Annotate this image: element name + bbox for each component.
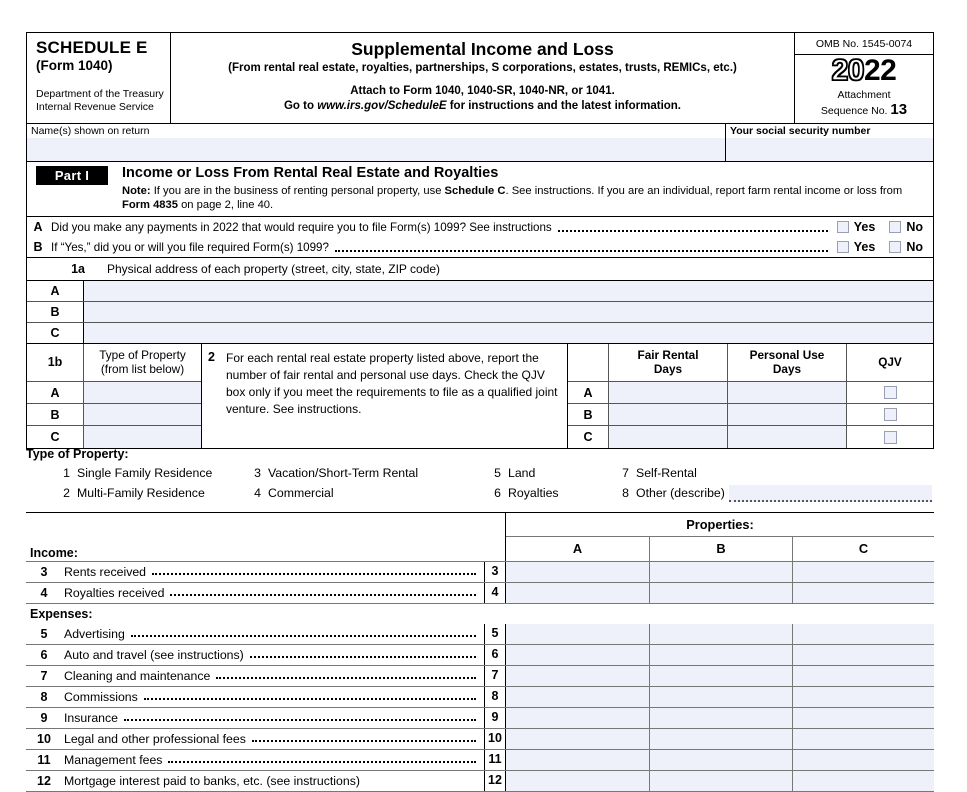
row-5-value-a[interactable] <box>506 624 649 644</box>
type-row-c-input[interactable] <box>84 426 201 448</box>
fair-rental-days-line-2: Days <box>653 361 683 376</box>
type-option-5 <box>481 466 609 480</box>
type-legend-row-1 <box>26 463 934 483</box>
row-8-number: 8 <box>40 690 48 704</box>
row-12-value-c[interactable] <box>792 771 934 791</box>
name-cell <box>27 124 726 161</box>
dot-leader <box>124 711 476 721</box>
type-row-b-input[interactable] <box>84 404 201 426</box>
row-3-value-b[interactable] <box>649 562 792 582</box>
type-of-property-legend <box>26 447 934 503</box>
tax-year-century: 20 <box>831 54 864 87</box>
address-row-a <box>27 280 933 301</box>
type-option-5-label: Land <box>508 466 536 480</box>
address-row-a-letter: A <box>27 281 84 301</box>
income-section-label: Income: <box>30 546 78 560</box>
table-row <box>26 624 934 645</box>
row-11-value-a[interactable] <box>506 750 649 770</box>
dot-leader <box>252 732 476 742</box>
part-1-tag: Part I <box>36 166 108 185</box>
form-4835-ref: Form 4835 <box>122 199 178 212</box>
line-number-spacer <box>483 537 506 561</box>
question-b-no-label: No <box>906 240 923 255</box>
question-a-row <box>27 216 933 237</box>
form-outer-frame <box>26 32 934 449</box>
note-label: Note: <box>122 184 151 197</box>
qjv-column <box>847 344 933 448</box>
row-4-value-c[interactable] <box>792 583 934 603</box>
row-10-value-c[interactable] <box>792 729 934 749</box>
type-option-6-number: 6 <box>494 486 501 500</box>
question-a-yes-label: Yes <box>853 220 876 235</box>
dot-leader <box>216 669 476 679</box>
name-label: Name(s) shown on return <box>31 125 150 138</box>
question-a-text: Did you make any payments in 2022 that would require you to file Form(s) 1099? See instructions <box>51 220 552 234</box>
question-a-no[interactable] <box>889 220 933 234</box>
type-header-line-1: Type of Property <box>99 347 186 362</box>
line-1b-row-c-letter: C <box>27 426 83 448</box>
row-6-description <box>26 645 484 665</box>
type-option-1-label: Single Family Residence <box>77 466 213 480</box>
note-text-3: on page 2, line 40. <box>177 199 274 212</box>
properties-header-spacer <box>26 513 483 537</box>
expenses-header-row <box>26 604 934 624</box>
question-b-row <box>27 237 933 257</box>
row-12-value-b[interactable] <box>649 771 792 791</box>
question-b-yes[interactable] <box>837 240 886 254</box>
row-7-value-a[interactable] <box>506 666 649 686</box>
tax-year-suffix: 22 <box>864 54 897 87</box>
checkbox-icon[interactable] <box>837 241 849 253</box>
row-3-number: 3 <box>40 565 48 579</box>
row-7-line-number: 7 <box>484 666 506 686</box>
income-expenses-table <box>26 512 934 792</box>
line-1a-number: 1a <box>71 262 85 277</box>
type-option-2-label: Multi-Family Residence <box>77 486 205 500</box>
table-row <box>26 562 934 583</box>
type-header-line-2: (from list below) <box>100 361 185 376</box>
row-6-label: Auto and travel (see instructions) <box>64 648 244 662</box>
sequence-label: Sequence No. <box>820 105 888 118</box>
row-5-value-c[interactable] <box>792 624 934 644</box>
dot-leader <box>144 690 476 700</box>
personal-use-days-line-2: Days <box>772 361 802 376</box>
row-6-line-number: 6 <box>484 645 506 665</box>
address-row-b-letter: B <box>27 302 84 322</box>
question-b-letter: B <box>33 240 43 255</box>
form-reference: (Form 1040) <box>36 58 113 74</box>
row-5-line-number: 5 <box>484 624 506 644</box>
table-row <box>26 750 934 771</box>
question-b-leader <box>329 237 833 257</box>
dot-leader <box>131 627 476 637</box>
row-11-value-b[interactable] <box>649 750 792 770</box>
checkbox-icon[interactable] <box>884 386 897 399</box>
name-and-ssn-row <box>27 123 933 161</box>
table-row <box>26 687 934 708</box>
line-1b-number: 1b <box>27 344 83 382</box>
table-row <box>26 583 934 604</box>
row-4-description <box>26 583 484 603</box>
checkbox-icon[interactable] <box>884 431 897 444</box>
personal-use-days-header <box>728 344 846 382</box>
fair-rental-days-line-1: Fair Rental <box>637 347 699 362</box>
line-1b-letter-column <box>27 344 84 448</box>
type-option-7-label: Self-Rental <box>636 466 697 480</box>
type-option-8-label: Other (describe) <box>636 486 725 500</box>
days-letter-header <box>568 344 608 382</box>
question-b-text: If “Yes,” did you or will you file required Form(s) 1099? <box>51 240 329 254</box>
issuing-department <box>36 88 166 114</box>
address-row-c <box>27 322 933 343</box>
tax-year-block <box>795 55 933 88</box>
qjv-checkbox-c[interactable] <box>847 426 933 448</box>
table-row <box>26 666 934 687</box>
row-9-number: 9 <box>40 711 48 725</box>
type-option-8 <box>609 485 934 502</box>
row-11-number: 11 <box>37 753 51 767</box>
part-1-text-block <box>122 165 933 212</box>
qjv-header: QJV <box>847 344 933 382</box>
line-1a-label: Physical address of each property (street, city, state, ZIP code) <box>107 262 441 277</box>
question-a-leader <box>552 217 833 237</box>
masthead-left <box>27 33 171 123</box>
row-12-value-a[interactable] <box>506 771 649 791</box>
part-1-header-row <box>27 161 933 216</box>
note-text-2: . See instructions. If you are an individual, report farm rental income or loss from <box>505 184 903 197</box>
department-line-2: Internal Revenue Service <box>36 100 154 113</box>
address-row-c-input[interactable] <box>84 323 933 343</box>
line-1a-header <box>27 257 933 280</box>
tax-year <box>795 56 933 86</box>
checkbox-icon[interactable] <box>889 241 901 253</box>
fair-rental-days-column <box>609 344 728 448</box>
address-row-a-input[interactable] <box>84 281 933 301</box>
row-9-value-c[interactable] <box>792 708 934 728</box>
line-2-instruction-cell <box>202 344 568 448</box>
row-7-value-c[interactable] <box>792 666 934 686</box>
dot-leader <box>335 242 828 252</box>
row-11-line-number: 11 <box>484 750 506 770</box>
column-header-b: B <box>649 537 792 561</box>
address-row-c-letter: C <box>27 323 84 343</box>
attachment-sequence <box>795 88 933 123</box>
line-number-spacer <box>483 513 506 537</box>
row-9-description <box>26 708 484 728</box>
fair-rental-days-header <box>609 344 727 382</box>
row-4-number: 4 <box>40 586 48 600</box>
personal-use-days-c-input[interactable] <box>728 426 846 448</box>
form-masthead <box>27 33 933 123</box>
row-8-value-b[interactable] <box>649 687 792 707</box>
days-letter-column <box>568 344 609 448</box>
row-12-line-number: 12 <box>484 771 506 791</box>
type-option-8-number: 8 <box>622 486 629 500</box>
row-5-description <box>26 624 484 644</box>
personal-use-days-column <box>728 344 847 448</box>
row-8-description <box>26 687 484 707</box>
row-4-line-number: 4 <box>484 583 506 603</box>
form-title: Supplemental Income and Loss <box>351 39 614 59</box>
row-11-label: Management fees <box>64 753 163 767</box>
type-option-7 <box>609 466 934 480</box>
row-10-description <box>26 729 484 749</box>
goto-instruction <box>177 99 788 114</box>
days-row-b-letter: B <box>568 404 608 426</box>
type-option-3 <box>241 466 481 480</box>
dot-leader <box>250 648 476 658</box>
row-3-description <box>26 562 484 582</box>
checkbox-icon[interactable] <box>884 408 897 421</box>
attachment-label: Attachment <box>837 89 891 101</box>
ssn-input[interactable] <box>726 138 933 161</box>
dot-leader <box>152 565 476 575</box>
table-row <box>26 729 934 750</box>
type-option-2 <box>26 486 241 500</box>
row-6-value-a[interactable] <box>506 645 649 665</box>
row-10-value-b[interactable] <box>649 729 792 749</box>
type-of-property-column <box>84 344 202 448</box>
type-legend-row-2 <box>26 483 934 503</box>
row-12-description <box>26 771 484 791</box>
fair-rental-days-a-input[interactable] <box>609 382 727 404</box>
row-7-label: Cleaning and maintenance <box>64 669 211 683</box>
row-11-description <box>26 750 484 770</box>
ssn-label: Your social security number <box>730 125 871 138</box>
row-3-label: Rents received <box>64 565 147 579</box>
row-12-label: Mortgage interest paid to banks, etc. (see instructions) <box>64 774 360 788</box>
type-option-4-number: 4 <box>254 486 261 500</box>
type-row-a-input[interactable] <box>84 382 201 404</box>
goto-prefix: Go to <box>283 99 318 112</box>
table-row <box>26 645 934 666</box>
properties-header-label: Properties: <box>506 513 934 537</box>
sequence-number: 13 <box>890 101 908 119</box>
type-option-6 <box>481 486 609 500</box>
fair-rental-days-b-input[interactable] <box>609 404 727 426</box>
row-6-value-b[interactable] <box>649 645 792 665</box>
type-option-4 <box>241 486 481 500</box>
masthead-center <box>171 33 795 123</box>
type-option-8-other-input[interactable] <box>729 485 932 502</box>
irs-url[interactable]: www.irs.gov/ScheduleE <box>317 99 447 112</box>
address-row-b <box>27 301 933 322</box>
question-b-yes-label: Yes <box>853 240 876 255</box>
question-b-no[interactable] <box>889 240 933 254</box>
row-9-line-number: 9 <box>484 708 506 728</box>
row-12-number: 12 <box>37 774 51 788</box>
row-10-line-number: 10 <box>484 729 506 749</box>
row-8-label: Commissions <box>64 690 138 704</box>
row-9-value-b[interactable] <box>649 708 792 728</box>
dot-leader <box>170 586 476 596</box>
column-header-a: A <box>572 541 583 556</box>
dot-leader <box>168 753 476 763</box>
expenses-section-label: Expenses: <box>30 607 93 621</box>
row-10-number: 10 <box>37 732 51 746</box>
row-3-line-number: 3 <box>484 562 506 582</box>
question-a-no-label: No <box>906 220 923 235</box>
row-3-value-a[interactable] <box>506 562 649 582</box>
row-10-value-a[interactable] <box>506 729 649 749</box>
attach-instruction: Attach to Form 1040, 1040-SR, 1040-NR, or 1041. <box>350 85 615 98</box>
row-11-value-c[interactable] <box>792 750 934 770</box>
type-option-5-number: 5 <box>494 466 501 480</box>
row-6-number: 6 <box>40 648 48 662</box>
properties-header-row <box>26 513 934 537</box>
sequence-line <box>797 101 931 119</box>
question-a-yes[interactable] <box>837 220 886 234</box>
type-of-property-legend-title: Type of Property: <box>26 447 129 461</box>
row-8-value-c[interactable] <box>792 687 934 707</box>
masthead-right <box>795 33 933 123</box>
days-row-a-letter: A <box>568 382 608 404</box>
name-input[interactable] <box>27 138 725 161</box>
checkbox-icon[interactable] <box>837 221 849 233</box>
row-6-value-c[interactable] <box>792 645 934 665</box>
type-option-7-number: 7 <box>622 466 629 480</box>
part-1-note <box>122 184 925 212</box>
qjv-checkbox-b[interactable] <box>847 404 933 426</box>
row-5-label: Advertising <box>64 627 125 641</box>
fair-rental-days-c-input[interactable] <box>609 426 727 448</box>
checkbox-icon[interactable] <box>889 221 901 233</box>
table-row <box>26 708 934 729</box>
column-letters-row <box>26 537 934 562</box>
line-1b-block <box>27 343 933 448</box>
row-3-value-c[interactable] <box>792 562 934 582</box>
note-text-1: If you are in the business of renting personal property, use <box>150 184 445 197</box>
personal-use-days-line-1: Personal Use <box>749 347 825 362</box>
days-row-c-letter: C <box>568 426 608 448</box>
row-4-label: Royalties received <box>64 586 165 600</box>
row-5-value-b[interactable] <box>649 624 792 644</box>
type-option-3-label: Vacation/Short-Term Rental <box>268 466 419 480</box>
type-option-2-number: 2 <box>63 486 70 500</box>
omb-number: OMB No. 1545-0074 <box>795 33 933 55</box>
row-4-value-a[interactable] <box>506 583 649 603</box>
ssn-cell <box>726 124 933 161</box>
type-option-1 <box>26 466 241 480</box>
schedule-name: SCHEDULE E <box>36 38 148 57</box>
qjv-checkbox-a[interactable] <box>847 382 933 404</box>
goto-suffix: for instructions and the latest information. <box>446 99 682 112</box>
income-label-cell <box>26 537 483 561</box>
line-2-text: For each rental real estate property listed above, report the number of fair rental and personal use days. Check the QJV box only if you meet the requirements to file as a qualified joint venture. See instructions. <box>226 351 558 417</box>
schedule-c-ref: Schedule C <box>444 184 506 197</box>
personal-use-days-b-input[interactable] <box>728 404 846 426</box>
row-9-label: Insurance <box>64 711 119 725</box>
question-a-letter: A <box>33 220 43 235</box>
table-row <box>26 771 934 792</box>
row-8-value-a[interactable] <box>506 687 649 707</box>
row-9-value-a[interactable] <box>506 708 649 728</box>
row-10-label: Legal and other professional fees <box>64 732 246 746</box>
line-2-number: 2 <box>208 350 215 365</box>
type-option-3-number: 3 <box>254 466 261 480</box>
column-header-c: C <box>792 537 934 561</box>
row-7-value-b[interactable] <box>649 666 792 686</box>
expenses-label-cell <box>26 607 484 621</box>
row-7-description <box>26 666 484 686</box>
line-1b-row-b-letter: B <box>27 404 83 426</box>
part-1-heading: Income or Loss From Rental Real Estate and Royalties <box>122 165 499 182</box>
dot-leader <box>558 222 828 232</box>
type-option-6-label: Royalties <box>508 486 559 500</box>
form-subtitle: (From rental real estate, royalties, partnerships, S corporations, estates, trusts, REMICs, etc.) <box>228 61 737 74</box>
row-7-number: 7 <box>40 669 48 683</box>
address-row-b-input[interactable] <box>84 302 933 322</box>
type-of-property-header <box>84 344 201 382</box>
type-option-4-label: Commercial <box>268 486 334 500</box>
row-4-value-b[interactable] <box>649 583 792 603</box>
type-option-1-number: 1 <box>63 466 70 480</box>
personal-use-days-a-input[interactable] <box>728 382 846 404</box>
line-1b-row-a-letter: A <box>27 382 83 404</box>
row-5-number: 5 <box>40 627 48 641</box>
row-8-line-number: 8 <box>484 687 506 707</box>
department-line-1: Department of the Treasury <box>36 87 164 100</box>
